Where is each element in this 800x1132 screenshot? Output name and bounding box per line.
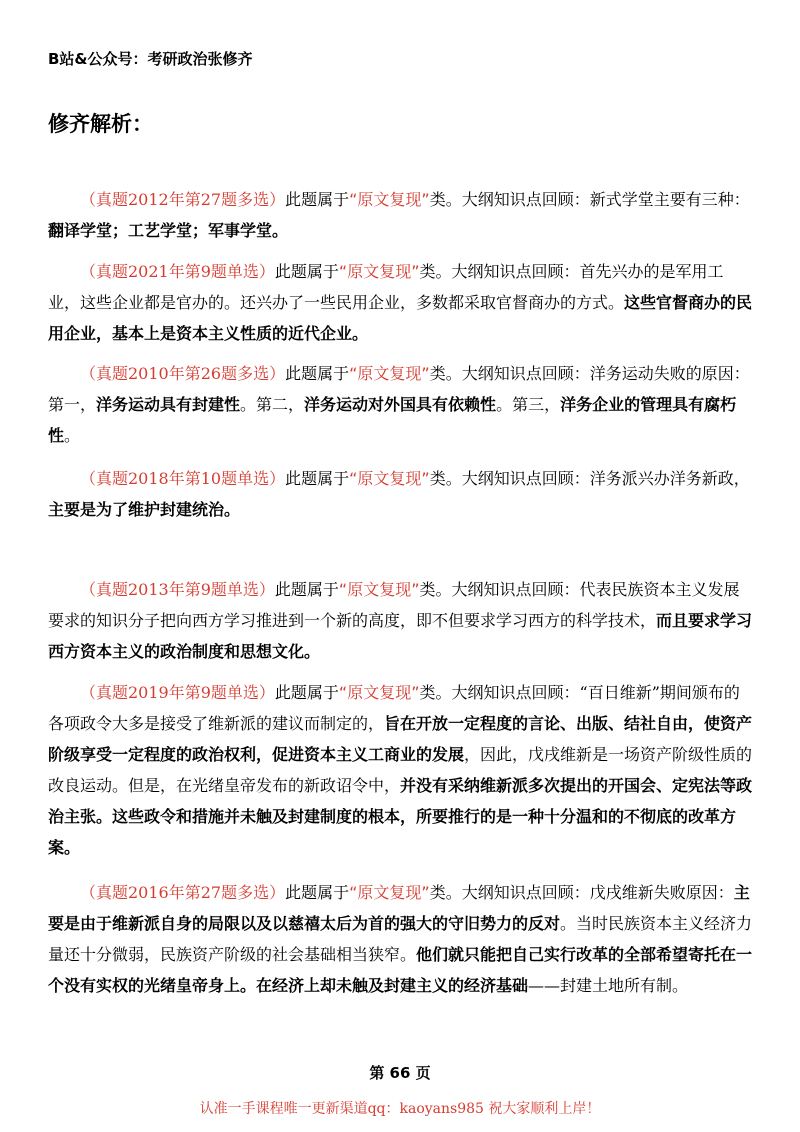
analysis-paragraph-2	[48, 256, 754, 349]
body-text: 。第三，	[496, 395, 561, 414]
category-quote: “原文复现”	[349, 364, 430, 383]
body-text: 。第二，	[240, 395, 305, 414]
category-quote: “原文复现”	[338, 580, 420, 599]
category-quote: “原文复现”	[349, 469, 430, 488]
bold-text: 这些官督商办的民用企业，基本上是资本主义性质的近代企业。	[48, 293, 753, 343]
page-number: 第 66 页	[369, 1064, 431, 1082]
question-source: （真题2019年第9题单选）	[80, 683, 275, 702]
question-source: （真题2021年第9题单选）	[80, 262, 275, 281]
analysis-paragraph-5	[48, 574, 754, 667]
body-text: 。当时民族资本主义经济力量还十分微弱，民族资产阶级的社会基础相当狭窄。	[48, 914, 753, 964]
bold-text: 翻译学堂；工艺学堂；军事学堂。	[48, 221, 289, 240]
page-header: B站&公众号：考研政治张修齐	[48, 50, 253, 68]
body-text: 类。大纲知识点回顾：新式学堂主要有三种：	[429, 190, 750, 209]
body-text: 类。大纲知识点回顾：首先兴办的是军用工业，这些企业都是官办的。还兴办了一些民用企业，多数都采取官督商办的方式。	[48, 262, 724, 312]
bold-text: 洋务企业的管理具有腐朽性	[48, 395, 737, 445]
category-quote: “原文复现”	[338, 683, 420, 702]
bold-text: 洋务运动对外国具有依赖性	[304, 395, 497, 414]
analysis-paragraph-1	[48, 184, 754, 246]
body-text: 类。大纲知识点回顾：洋务派兴办洋务新政，	[429, 469, 750, 488]
question-source: （真题2012年第27题多选）	[80, 190, 286, 209]
bold-text: 而且要求学习西方资本主义的政治制度和思想文化。	[48, 611, 753, 661]
intro-text: 此题属于	[285, 883, 350, 902]
analysis-paragraph-3	[48, 358, 754, 451]
category-quote: “原文复现”	[349, 190, 430, 209]
question-source: （真题2018年第10题单选）	[80, 469, 286, 488]
category-quote: “原文复现”	[349, 883, 430, 902]
intro-text: 此题属于	[285, 469, 350, 488]
body-text: ，因此，戊戌维新是一场资产阶级性质的改良运动。但是，在光绪皇帝发布的新政诏令中，	[48, 745, 753, 795]
intro-text: 此题属于	[274, 580, 339, 599]
bold-text: 主要是为了维护封建统治。	[48, 500, 241, 519]
body-text: ——封建土地所有制。	[528, 976, 689, 995]
intro-text: 此题属于	[285, 190, 350, 209]
category-quote: “原文复现”	[338, 262, 420, 281]
bold-text: 洋务运动具有封建性	[96, 395, 241, 414]
analysis-paragraph-4	[48, 463, 754, 525]
bold-text: 并没有采纳维新派多次提出的开国会、定宪法等政治主张。这些政令和措施并未触及封建制度的根本，所要推行的是一种十分温和的不彻底的改革方案。	[48, 776, 753, 857]
body-text: 类。大纲知识点回顾：代表民族资本主义发展要求的知识分子把向西方学习推进到一个新的高度，即不但要求学习西方的科学技术，	[48, 580, 740, 630]
bold-text: 旨在开放一定程度的言论、出版、结社自由，使资产阶级享受一定程度的政治权利，促进资本主义工商业的发展	[48, 714, 753, 764]
intro-text: 此题属于	[285, 364, 350, 383]
intro-text: 此题属于	[274, 262, 339, 281]
analysis-paragraph-6	[48, 677, 754, 863]
body-text: 类。大纲知识点回顾：“百日维新”期间颁布的各项政令大多是接受了维新派的建议而制定的，	[48, 683, 740, 733]
question-source: （真题2010年第26题多选）	[80, 364, 286, 383]
body-text: 类。大纲知识点回顾：洋务运动失败的原因：第一，	[48, 364, 750, 414]
body-text: 。	[64, 426, 81, 445]
analysis-paragraph-7	[48, 877, 754, 1001]
section-title: 修齐解析：	[48, 112, 153, 136]
footer-notice: 认准一手课程唯一更新渠道qq：kaoyans985 祝大家顺利上岸！	[199, 1101, 601, 1117]
body-text: 类。大纲知识点回顾：戊戌维新失败原因：	[429, 883, 734, 902]
question-source: （真题2016年第27题多选）	[80, 883, 286, 902]
question-source: （真题2013年第9题单选）	[80, 580, 275, 599]
bold-text: 他们就只能把自己实行改革的全部希望寄托在一个没有实权的光绪皇帝身上。在经济上却未触及封建主义的经济基础	[48, 945, 753, 995]
intro-text: 此题属于	[274, 683, 339, 702]
bold-text: 主要是由于维新派自身的局限以及以慈禧太后为首的强大的守旧势力的反对	[48, 883, 750, 933]
